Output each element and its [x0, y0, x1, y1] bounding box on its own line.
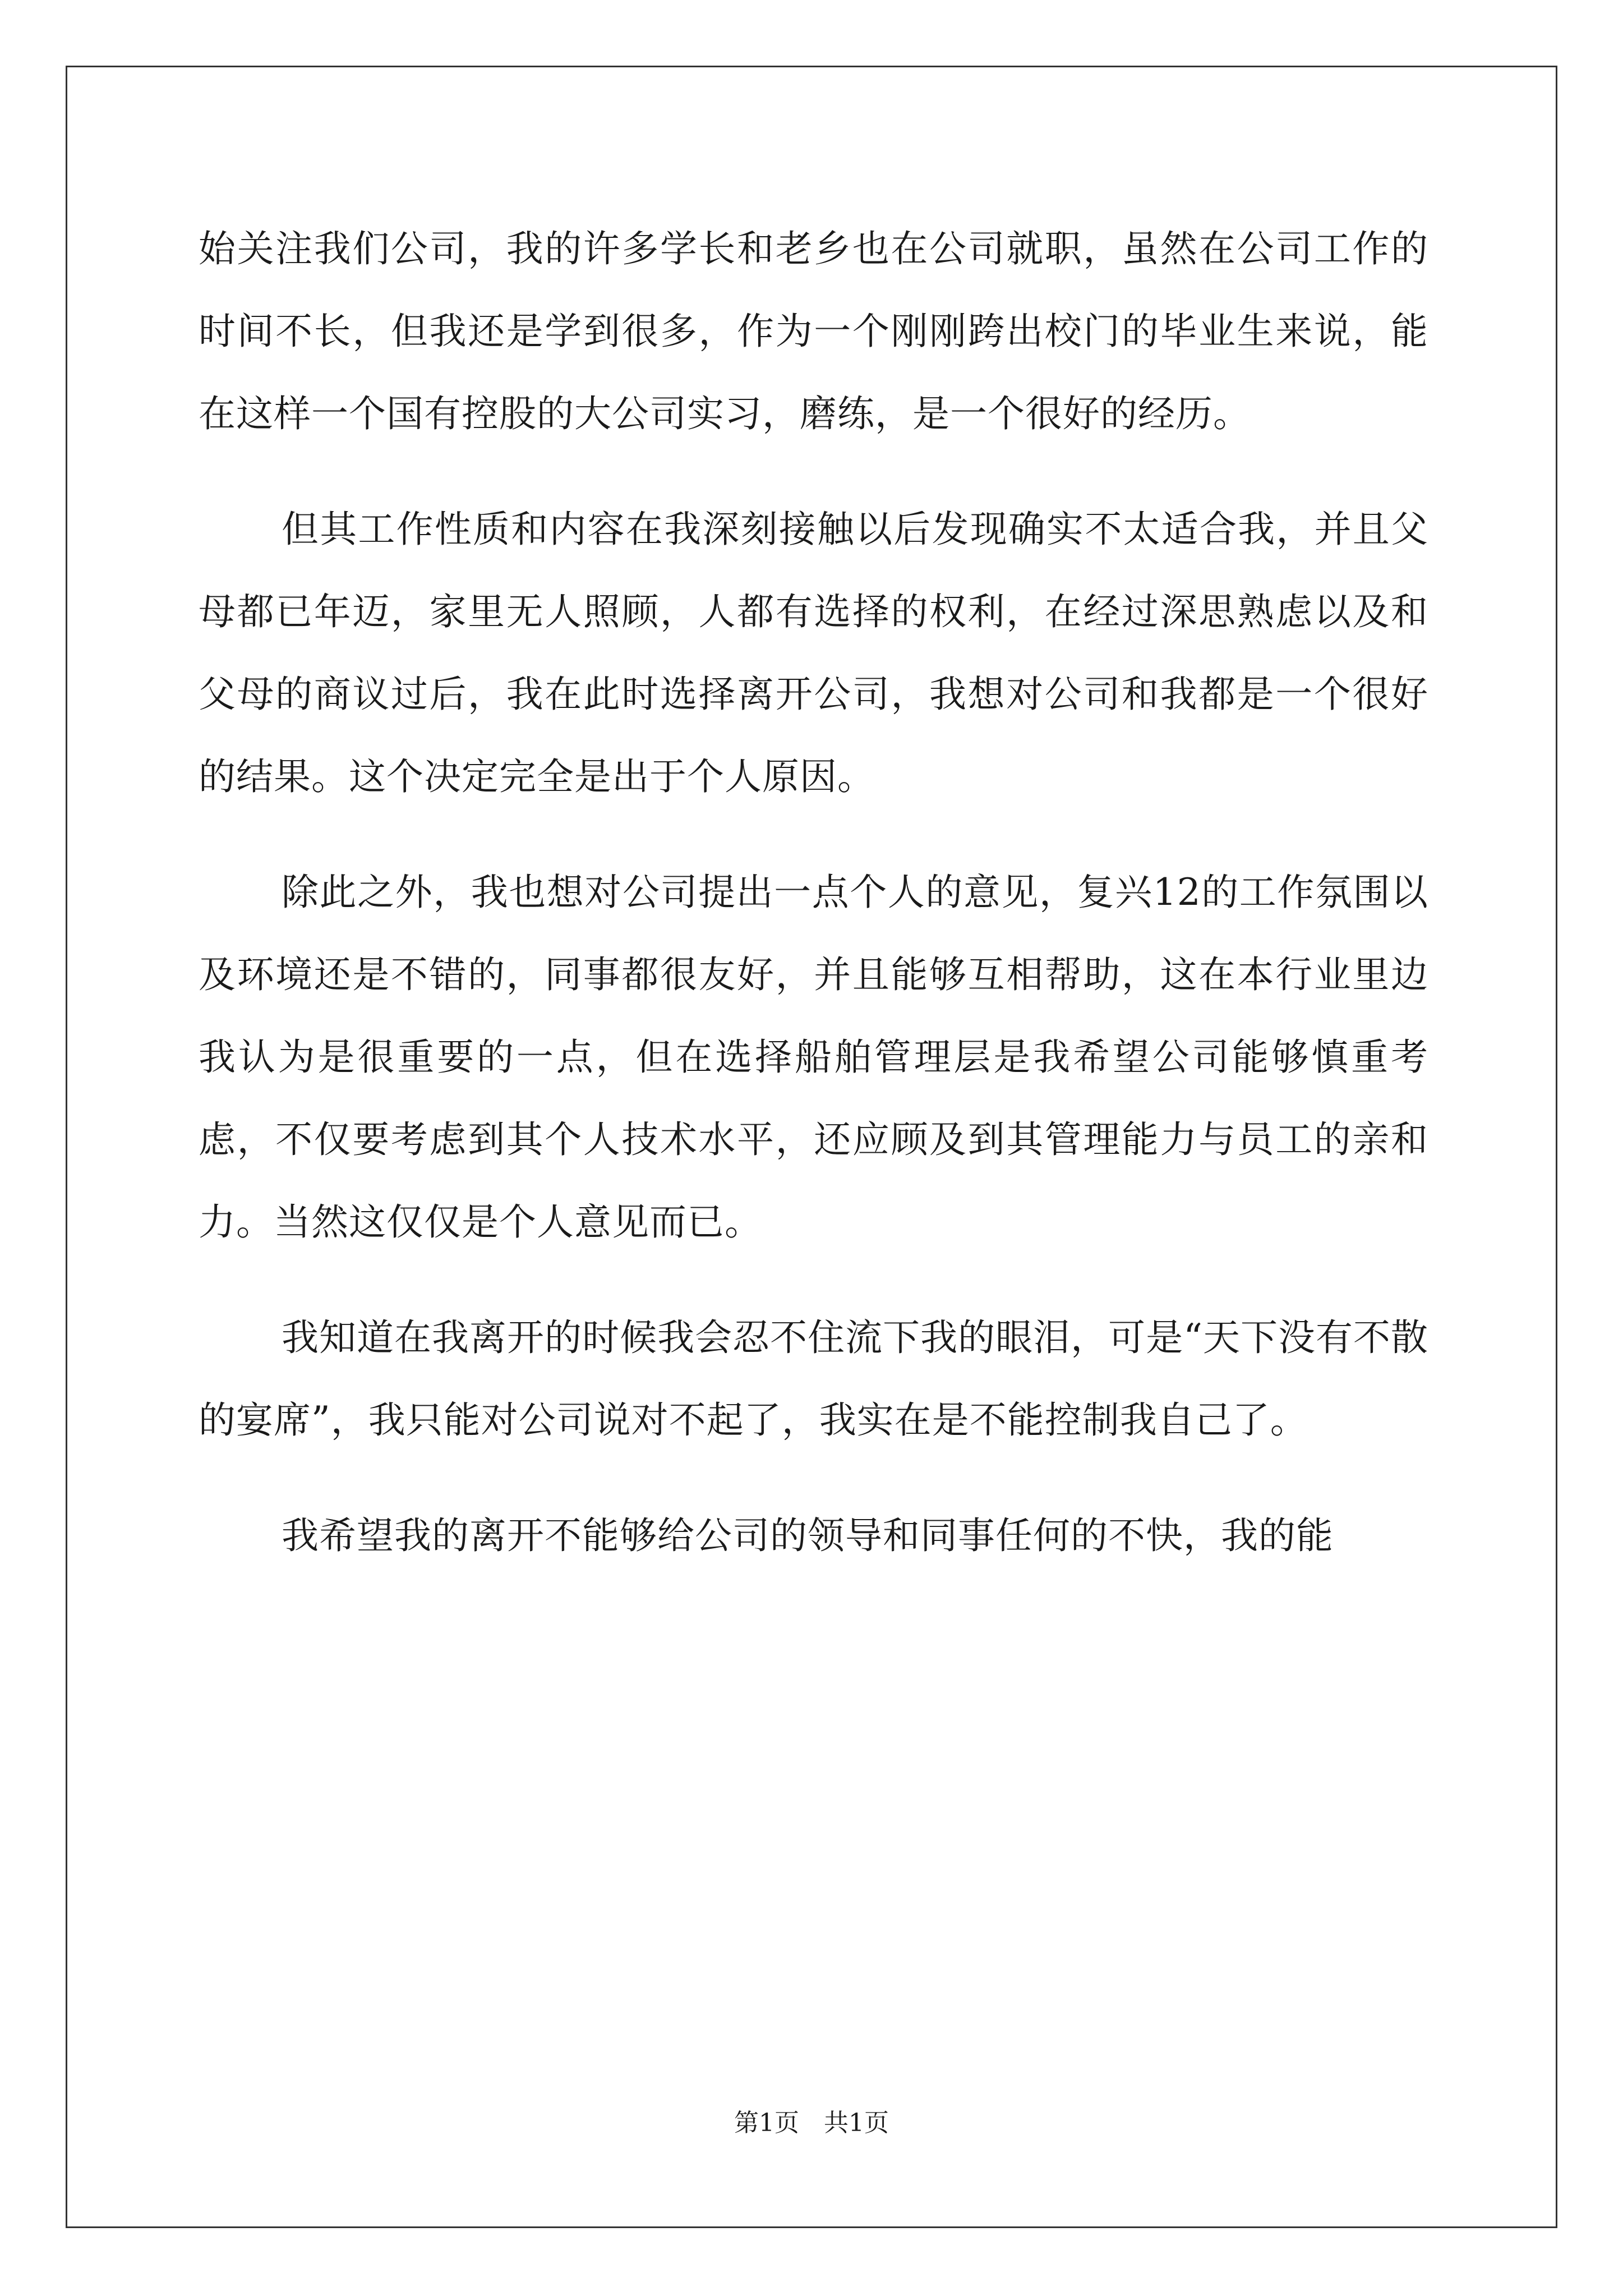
paragraph-2: 但其工作性质和内容在我深刻接触以后发现确实不太适合我，并且父母都已年迈，家里无人照顾，人都有选择的权利，在经过深思熟虑以及和父母的商议过后，我在此时选择离开公司，我想对公司和我都是一个很好的结果。这个决定完全是出于个人原因。	[199, 508, 1428, 798]
page-number-total: 共1页	[824, 2109, 889, 2137]
paragraph-5: 我希望我的离开不能够给公司的领导和同事任何的不快，我的能	[282, 1514, 1334, 1557]
paragraph-4: 我知道在我离开的时候我会忍不住流下我的眼泪，可是“天下没有不散的宴席”，我只能对公司说对不起了，我实在是不能控制我自己了。	[199, 1316, 1428, 1442]
page-number-current: 第1页	[734, 2109, 799, 2137]
document-body	[199, 208, 1428, 1610]
page-footer	[0, 2102, 1623, 2138]
paragraph-3: 除此之外，我也想对公司提出一点个人的意见，复兴12的工作氛围以及环境还是不错的，同事都很友好，并且能够互相帮助，这在本行业里边我认为是很重要的一点，但在选择船舶管理层是我希望公司能够慎重考虑，不仅要考虑到其个人技术水平，还应顾及到其管理能力与员工的亲和力。当然这仅仅是个人意见而已。	[199, 871, 1428, 1244]
paragraph-1: 始关注我们公司，我的许多学长和老乡也在公司就职，虽然在公司工作的时间不长，但我还是学到很多，作为一个刚刚跨出校门的毕业生来说，能在这样一个国有控股的大公司实习，磨练，是一个很好的经历。	[199, 227, 1428, 435]
